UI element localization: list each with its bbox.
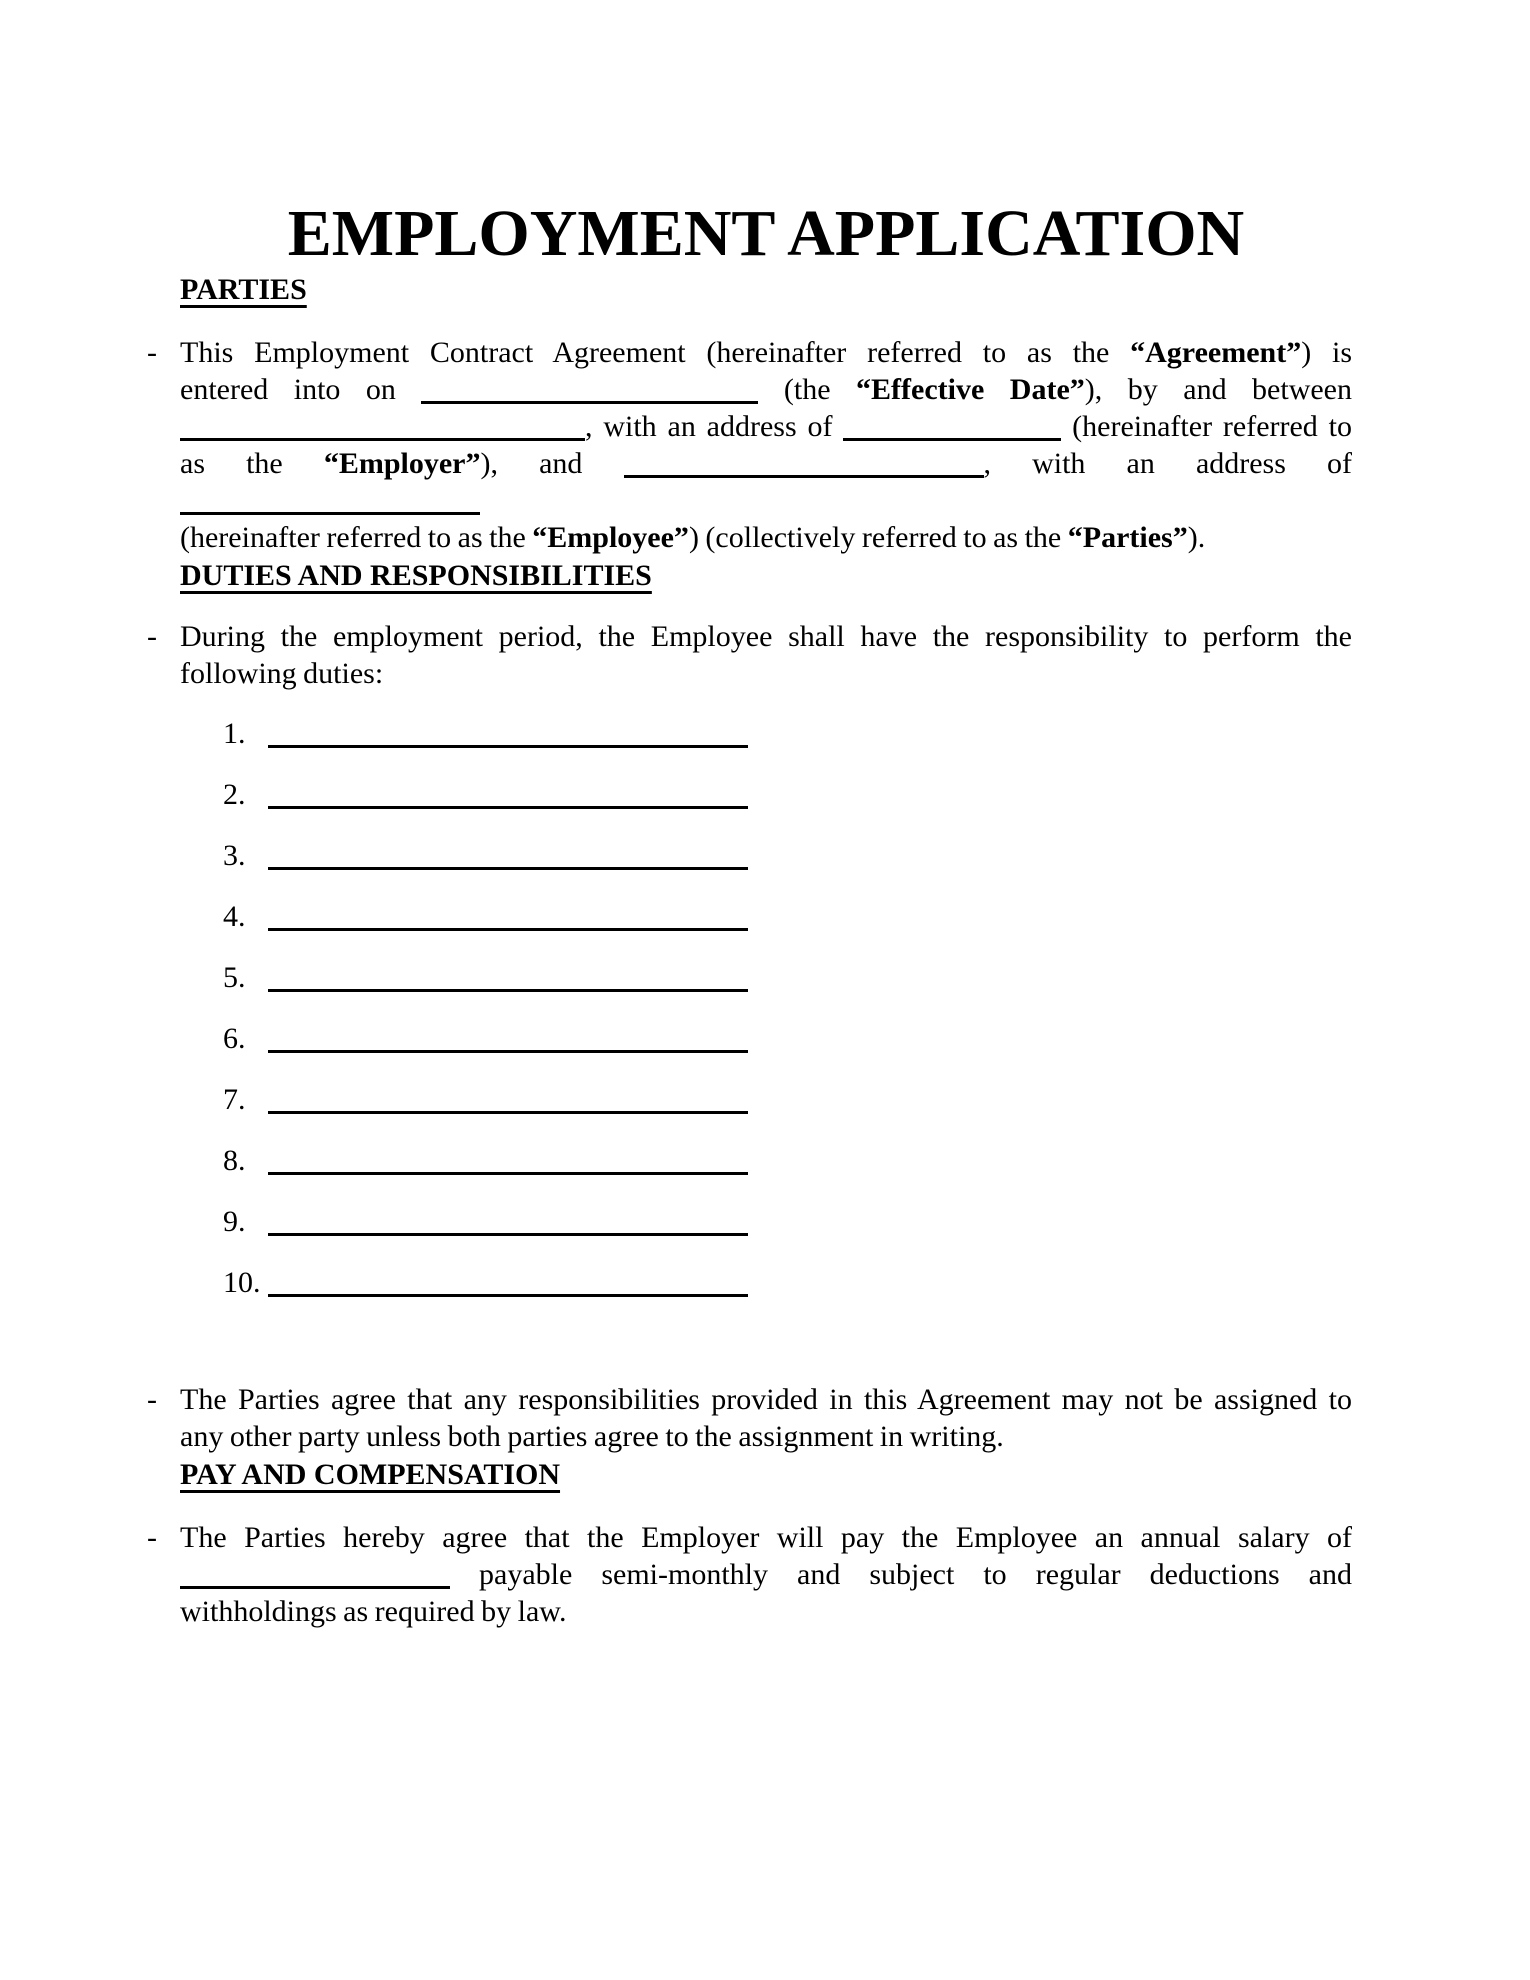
bold-term: “Agreement” (1130, 336, 1302, 369)
duty-blank-line (268, 1087, 748, 1114)
blank-field (624, 451, 984, 478)
duty-item-10 (223, 1264, 1352, 1325)
duties-list (180, 715, 1352, 1325)
blank-field (180, 414, 585, 441)
duty-number: 5. (223, 961, 246, 994)
salary-clause (147, 1519, 1352, 1630)
bullet-dash: - (147, 1383, 157, 1416)
duty-item-3 (223, 837, 1352, 898)
duty-item-4 (223, 898, 1352, 959)
duty-item-5 (223, 959, 1352, 1020)
text-line: any other party unless both parties agree to the assignment in writing. (180, 1420, 1004, 1453)
bullet-dash: - (147, 620, 157, 653)
duty-blank-line (268, 843, 748, 870)
text-line: entered into on (the “Effective Date”), by and between (180, 373, 1353, 406)
duty-blank-line (268, 1270, 748, 1297)
bold-term: “Effective Date” (856, 373, 1085, 406)
section-heading-pay: PAY AND COMPENSATION (180, 1458, 561, 1491)
duty-blank-line (268, 1209, 748, 1236)
bold-term: “Employer” (323, 447, 481, 480)
duty-blank-line (268, 721, 748, 748)
duty-blank-line (268, 965, 748, 992)
document-title: EMPLOYMENT APPLICATION (287, 197, 1245, 270)
duty-number: 8. (223, 1144, 246, 1177)
bullet-dash: - (147, 1521, 157, 1554)
duty-blank-line (268, 1026, 748, 1053)
text-line: withholdings as required by law. (180, 1595, 567, 1628)
duty-blank-line (268, 782, 748, 809)
bold-term: “Employee” (532, 521, 689, 554)
duty-item-8 (223, 1142, 1352, 1203)
duty-number: 4. (223, 900, 246, 933)
text-line: The Parties hereby agree that the Employer will pay the Employee an annual salary of (180, 1521, 1352, 1554)
duty-blank-line (268, 904, 748, 931)
text-line: following duties: (180, 657, 384, 690)
duty-item-7 (223, 1081, 1352, 1142)
duty-item-9 (223, 1203, 1352, 1264)
text-line: This Employment Contract Agreement (hereinafter referred to as the “Agreement”) is (180, 336, 1352, 369)
text-line: During the employment period, the Employee shall have the responsibility to perform the (180, 620, 1352, 653)
blank-field (843, 414, 1061, 441)
duties-intro (147, 618, 1352, 692)
blank-field (180, 1562, 450, 1589)
parties-clause (147, 334, 1353, 556)
duty-item-1 (223, 715, 1352, 776)
duty-number: 6. (223, 1022, 246, 1055)
assignment-clause (147, 1381, 1352, 1455)
duty-item-6 (223, 1020, 1352, 1081)
duty-number: 7. (223, 1083, 246, 1116)
duty-number: 9. (223, 1205, 246, 1238)
section-heading-parties: PARTIES (180, 273, 307, 306)
text-line: as the “Employer”), and , with an address of (180, 445, 1352, 519)
bold-term: “Parties” (1067, 521, 1188, 554)
duty-number: 3. (223, 839, 246, 872)
duty-number: 1. (223, 717, 246, 750)
document-content (0, 198, 1530, 1630)
text-line: The Parties agree that any responsibilities provided in this Agreement may not be assigned to (180, 1383, 1352, 1416)
duty-item-2 (223, 776, 1352, 837)
text-line: (hereinafter referred to as the “Employee”) (collectively referred to as the “Parties”). (180, 521, 1206, 554)
text-line: payable semi-monthly and subject to regular deductions and (180, 1556, 1352, 1593)
blank-field (180, 488, 480, 515)
text-line: , with an address of (hereinafter referred to (180, 408, 1352, 445)
section-heading-duties: DUTIES AND RESPONSIBILITIES (180, 559, 652, 592)
bullet-dash: - (147, 336, 157, 369)
duty-blank-line (268, 1148, 748, 1175)
duty-number: 10. (223, 1266, 261, 1299)
document-blocks (147, 270, 1353, 1630)
blank-field (421, 377, 758, 404)
duty-number: 2. (223, 778, 246, 811)
